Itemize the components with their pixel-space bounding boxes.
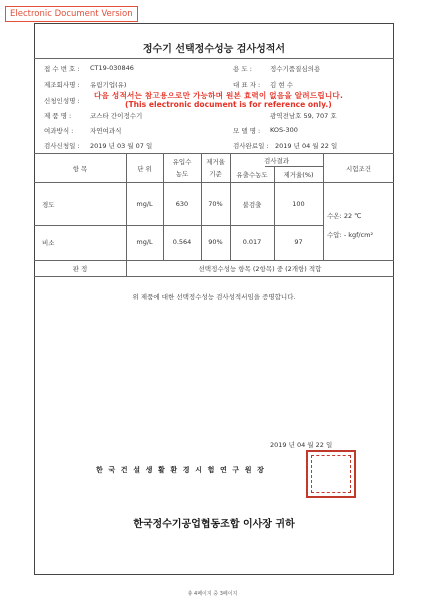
table-header-line [34, 182, 394, 183]
model-label: 모 델 명 : [233, 127, 261, 135]
row2-unit: mg/L [136, 238, 153, 246]
electronic-document-badge: Electronic Document Version [5, 6, 138, 22]
row1-inflow: 630 [175, 200, 189, 208]
receipt-no-label: 접 수 번 호 : [44, 65, 80, 73]
usage-label: 용 도 : [233, 65, 252, 73]
col-header-item: 항 목 [72, 165, 88, 173]
row2-standard: 90% [208, 238, 223, 246]
table-row-line [34, 225, 323, 226]
row2-outflow: 0.017 [242, 238, 262, 246]
certificate-number: 광역전남호 59, 707 호 [270, 112, 337, 120]
table-bottom-line [34, 260, 394, 261]
condition-temp: 수온: 22 ℃ [327, 212, 362, 220]
col-header-result: 검사결과 [263, 157, 290, 165]
apply-date: 2019 년 03 월 07 일 [90, 142, 153, 150]
row1-removal: 100 [292, 200, 305, 208]
usage: 정수기품질심의용 [270, 65, 321, 73]
col-header-conditions: 시험조건 [345, 165, 372, 173]
row1-outflow: 불검출 [242, 201, 262, 209]
receipt-no: CT19-030846 [90, 64, 134, 72]
filter-method: 자연여과식 [90, 127, 122, 135]
done-date: 2019 년 04 월 22 일 [275, 142, 338, 150]
apply-date-label: 검사신청일 : [44, 142, 80, 150]
judgement: 선택정수성능 항목 (2항목) 중 (2개항) 적합 [198, 265, 322, 273]
judgement-label: 판 정 [72, 265, 88, 273]
judgement-bottom-line [34, 276, 394, 277]
watermark-en: (This electronic document is for reference only.) [125, 100, 332, 109]
ceo: 김 현 수 [270, 81, 293, 89]
manufacturer: 유림기업(유) [90, 81, 127, 89]
page-footer: 총 4페이지 중 3페이지 [187, 591, 238, 597]
row1-unit: mg/L [136, 200, 153, 208]
certify-text: 위 제품에 대한 선택정수성능 검사성적서임을 증명합니다. [132, 293, 296, 301]
condition-pressure: 수압: - kgf/cm² [327, 231, 374, 239]
document-title: 정수기 선택정수성능 검사성적서 [142, 44, 286, 55]
row1-standard: 70% [208, 200, 223, 208]
issue-date: 2019 년 04 월 22 일 [270, 441, 333, 449]
product-name: 코스타 간이정수기 [90, 112, 143, 120]
row2-item: 비소 [42, 239, 55, 247]
recipient: 한국정수기공업협동조합 이사장 귀하 [133, 519, 295, 530]
manufacturer-label: 제조회사명 : [44, 81, 80, 89]
col-header-inflow-2: 농도 [175, 170, 189, 178]
row2-removal: 97 [294, 238, 303, 246]
model-name: KOS-300 [270, 126, 298, 134]
col-header-outflow: 유출수농도 [236, 171, 268, 179]
title-divider [34, 58, 394, 59]
row1-item: 경도 [42, 201, 55, 209]
applicant-label: 신청인성명 : [44, 97, 80, 105]
col-header-removal-std: 제거율 [206, 158, 225, 166]
col-header-removal-pct: 제거율(%) [283, 171, 314, 179]
watermark-ko: 다음 성적서는 참고용으로만 가능하며 원본 효력이 없음을 알려드립니다. [94, 91, 344, 100]
col-header-unit: 단 위 [137, 165, 152, 173]
done-date-label: 검사완료일 : [233, 142, 269, 150]
product-label: 제 품 명 : [44, 112, 72, 120]
row2-inflow: 0.564 [172, 238, 192, 246]
table-top-line [34, 153, 394, 154]
col-header-inflow: 유입수 [172, 158, 192, 166]
official-seal-inner [311, 455, 351, 493]
col-header-removal-std-2: 기준 [209, 170, 222, 178]
filter-label: 여과방식 : [44, 127, 74, 135]
official-seal-stamp [306, 450, 356, 498]
ceo-label: 대 표 자 : [233, 81, 261, 89]
institute-name: 한 국 건 설 생 활 환 경 시 험 연 구 원 장 [96, 466, 266, 474]
